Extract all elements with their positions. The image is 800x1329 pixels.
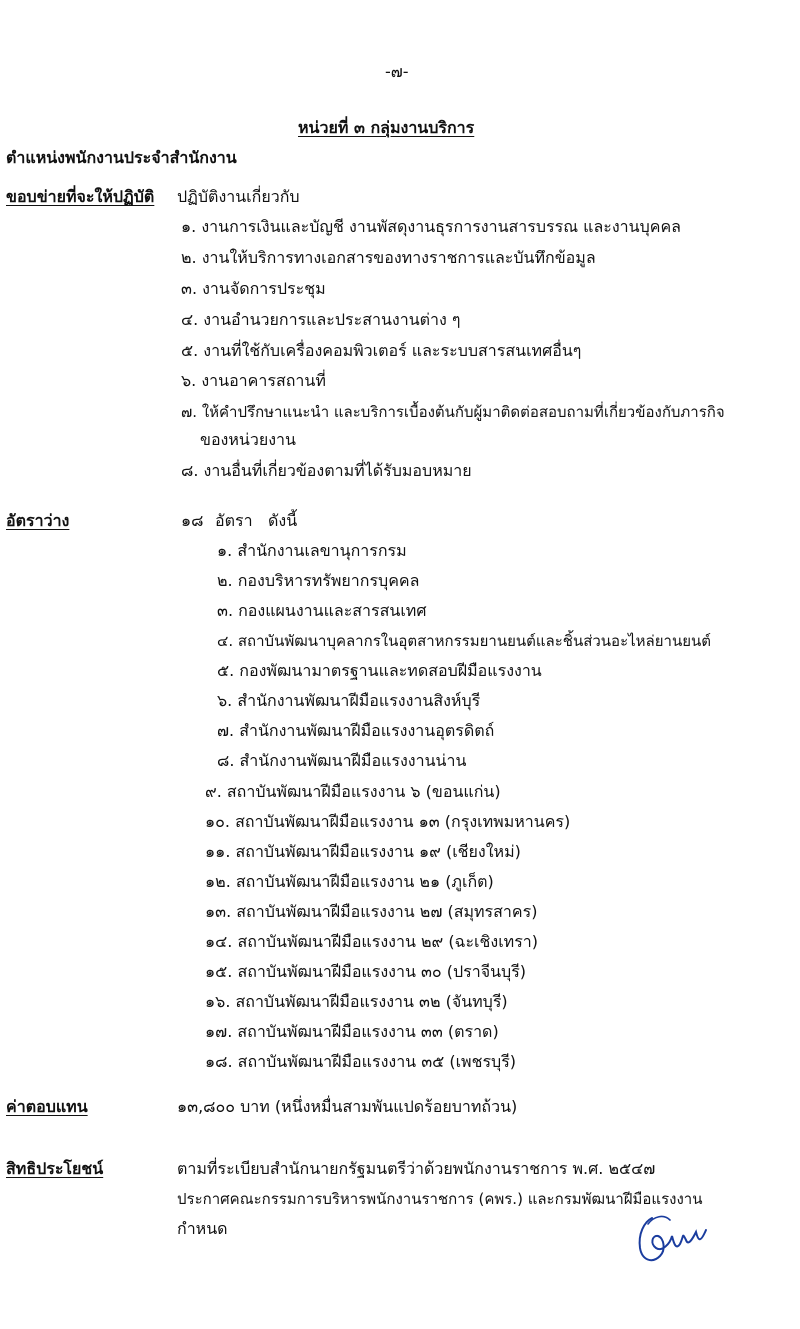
scope-item: ๓. งานจัดการประชุม bbox=[181, 279, 326, 298]
vacancy-item: ๑๗. สถาบันพัฒนาฝีมือแรงงาน ๓๓ (ตราด) bbox=[205, 1022, 499, 1041]
scope-item: ๑. งานการเงินและบัญชี งานพัสดุงานธุรการงานสารบรรณ และงานบุคคล bbox=[181, 217, 681, 236]
vacancy-item: ๙. สถาบันพัฒนาฝีมือแรงงาน ๖ (ขอนแก่น) bbox=[205, 782, 501, 801]
vacancy-item: ๑๒. สถาบันพัฒนาฝีมือแรงงาน ๒๑ (ภูเก็ต) bbox=[205, 872, 494, 891]
vacancy-item: ๔. สถาบันพัฒนาบุคลากรในอุตสาหกรรมยานยนต์และชิ้นส่วนอะไหล่ยานยนต์ bbox=[217, 632, 711, 650]
unit-heading: หน่วยที่ ๓ กลุ่มงานบริการ bbox=[298, 118, 475, 137]
vacancy-item: ๑๖. สถาบันพัฒนาฝีมือแรงงาน ๓๒ (จันทบุรี) bbox=[205, 992, 508, 1011]
scope-item: ๕. งานที่ใช้กับเครื่องคอมพิวเตอร์ และระบบสารสนเทศอื่นๆ bbox=[181, 341, 582, 360]
vacancy-item: ๑๘. สถาบันพัฒนาฝีมือแรงงาน ๓๕ (เพชรบุรี) bbox=[205, 1052, 517, 1071]
scope-intro: ปฏิบัติงานเกี่ยวกับ bbox=[177, 187, 300, 206]
compensation-label: ค่าตอบแทน bbox=[6, 1097, 88, 1116]
scope-item: ๖. งานอาคารสถานที่ bbox=[181, 371, 326, 390]
vacancy-item: ๑. สำนักงานเลขานุการกรม bbox=[217, 541, 407, 560]
compensation-value: ๑๓,๘๐๐ บาท (หนึ่งหมื่นสามพันแปดร้อยบาทถ้วน) bbox=[177, 1097, 518, 1116]
position-title: ตำแหน่งพนักงานประจำสำนักงาน bbox=[6, 148, 237, 167]
vacancy-item: ๑๓. สถาบันพัฒนาฝีมือแรงงาน ๒๗ (สมุทรสาคร) bbox=[205, 902, 538, 921]
vacancy-item: ๕. กองพัฒนามาตรฐานและทดสอบฝีมือแรงงาน bbox=[217, 661, 542, 680]
vacancy-item: ๑๑. สถาบันพัฒนาฝีมือแรงงาน ๑๙ (เชียงใหม่) bbox=[205, 842, 521, 861]
scope-item: ๔. งานอำนวยการและประสานงานต่าง ๆ bbox=[181, 310, 461, 329]
vacancy-item: ๑๐. สถาบันพัฒนาฝีมือแรงงาน ๑๓ (กรุงเทพมหานคร) bbox=[205, 812, 571, 831]
vacancy-suffix: ดังนี้ bbox=[268, 511, 298, 530]
vacancy-item: ๗. สำนักงานพัฒนาฝีมือแรงงานอุตรดิตถ์ bbox=[217, 721, 495, 740]
benefits-line: ตามที่ระเบียบสำนักนายกรัฐมนตรีว่าด้วยพนักงานราชการ พ.ศ. ๒๕๔๗ bbox=[177, 1159, 656, 1178]
vacancy-item: ๘. สำนักงานพัฒนาฝีมือแรงงานน่าน bbox=[217, 751, 467, 770]
scope-item: ๒. งานให้บริการทางเอกสารของทางราชการและบันทึกข้อมูล bbox=[181, 248, 596, 267]
signature bbox=[630, 1210, 715, 1272]
vacancy-unit: อัตรา bbox=[215, 511, 253, 530]
scope-item: ๘. งานอื่นที่เกี่ยวข้องตามที่ได้รับมอบหมาย bbox=[181, 461, 472, 480]
vacancy-item: ๖. สำนักงานพัฒนาฝีมือแรงงานสิงห์บุรี bbox=[217, 691, 481, 710]
scope-item: ๗. ให้คำปรึกษาแนะนำ และบริการเบื้องต้นกับผู้มาติดต่อสอบถามที่เกี่ยวข้องกับภารกิจ bbox=[181, 403, 725, 421]
benefits-line: กำหนด bbox=[177, 1219, 228, 1238]
page-number: -๗- bbox=[385, 62, 409, 81]
vacancy-item: ๑๕. สถาบันพัฒนาฝีมือแรงงาน ๓๐ (ปราจีนบุรี) bbox=[205, 962, 527, 981]
scope-label: ขอบข่ายที่จะให้ปฏิบัติ bbox=[6, 187, 155, 206]
vacancy-item: ๑๔. สถาบันพัฒนาฝีมือแรงงาน ๒๙ (ฉะเชิงเทรา) bbox=[205, 932, 539, 951]
benefits-line: ประกาศคณะกรรมการบริหารพนักงานราชการ (คพร.) และกรมพัฒนาฝีมือแรงงาน bbox=[177, 1190, 703, 1208]
vacancy-item: ๓. กองแผนงานและสารสนเทศ bbox=[217, 601, 427, 620]
vacancy-label: อัตราว่าง bbox=[6, 511, 70, 530]
vacancy-item: ๒. กองบริหารทรัพยากรบุคคล bbox=[217, 571, 420, 590]
benefits-label: สิทธิประโยชน์ bbox=[6, 1159, 104, 1178]
scope-item-continuation: ของหน่วยงาน bbox=[200, 430, 296, 449]
vacancy-count: ๑๘ bbox=[181, 511, 204, 530]
